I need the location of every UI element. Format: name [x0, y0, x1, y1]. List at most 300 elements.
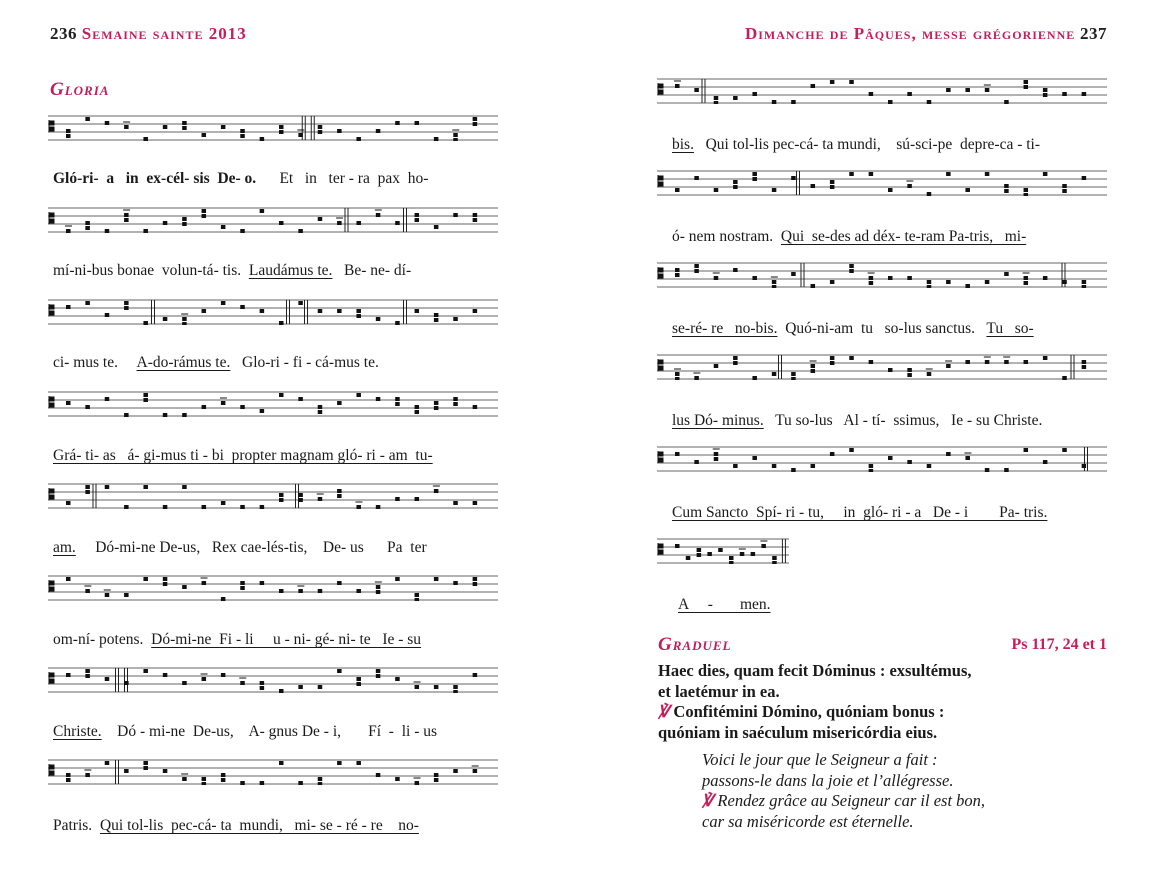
neume: [907, 276, 912, 280]
text-line: passons-le dans la joie et l’allégresse.: [702, 770, 954, 790]
neume: [1062, 376, 1067, 380]
neume: [1004, 100, 1009, 104]
lyric-segment: Dó - mi-ne De-us, A- gnus De - i, Fí - li - us: [101, 723, 438, 740]
neume: [85, 301, 90, 305]
neume: [791, 272, 796, 276]
lyric-segment: Patris.: [53, 817, 100, 834]
lyric-line: [53, 262, 498, 280]
neume: [240, 581, 245, 590]
neume: [318, 777, 323, 785]
neume: [279, 761, 284, 765]
psalm-reference: Ps 117, 24 et 1: [1011, 636, 1107, 653]
lyric-segment: Glo-ri - fi - cá-mus te.: [230, 354, 379, 371]
neume: [202, 309, 207, 313]
text-line: ℣ Confitémini Dómino, quóniam bonus :: [658, 702, 945, 721]
neume: [675, 268, 680, 277]
neume: [240, 781, 245, 785]
neume: [240, 505, 245, 509]
running-title: Dimanche de Pâques, messe grégorienne: [744, 24, 1076, 43]
neume: [1082, 92, 1087, 96]
chant-staff: [48, 667, 498, 693]
neume: [395, 221, 400, 225]
neume: [946, 452, 951, 456]
neume: [926, 369, 933, 376]
neume: [260, 409, 265, 413]
neume: [888, 188, 893, 192]
c-clef-icon: [49, 488, 54, 500]
neume: [143, 321, 148, 325]
neume: [202, 133, 207, 137]
neume: [260, 505, 265, 509]
lyric-segment: Gló-ri- a in ex-cél- sis De- o.: [53, 170, 257, 187]
neume: [946, 172, 951, 176]
neume: [356, 761, 361, 765]
c-clef-icon: [658, 543, 663, 555]
neume: [337, 309, 342, 313]
neume: [791, 100, 796, 104]
neume: [714, 96, 719, 104]
neume: [124, 593, 129, 597]
neume: [298, 493, 303, 502]
neume: [202, 405, 207, 409]
lyric-segment: Qui se-des ad déx- te-ram Pa-tris, mi-: [780, 228, 1027, 245]
text-line: ℣ Rendez grâce au Seigneur car il est bon,: [702, 791, 986, 810]
neume: [473, 673, 478, 677]
neume: [830, 180, 835, 189]
c-clef-icon: [49, 212, 54, 224]
neume: [733, 180, 738, 189]
neume: [849, 448, 854, 452]
neume: [240, 405, 245, 409]
neume: [965, 284, 970, 288]
neume: [888, 276, 893, 280]
chant-staff: [48, 483, 498, 509]
neume: [686, 556, 691, 560]
neume: [240, 229, 245, 233]
c-clef-icon: [658, 267, 663, 279]
neume: [66, 401, 71, 405]
neume: [182, 585, 187, 589]
neume: [434, 401, 439, 410]
neume: [1062, 184, 1067, 193]
neume: [202, 505, 207, 509]
lyric-line: [672, 412, 1107, 430]
neume: [965, 88, 970, 92]
versicle-icon: ℣: [702, 791, 714, 810]
lyric-segment: Qui tol-lis pec-cá- ta mundi, mi- se - ré - re no-: [99, 817, 419, 834]
neume: [1043, 172, 1048, 176]
neume: [202, 777, 207, 785]
neume: [376, 669, 381, 678]
neume: [907, 368, 912, 377]
c-clef-icon: [658, 451, 663, 463]
neume: [473, 117, 478, 126]
neume: [356, 309, 361, 318]
neume: [85, 405, 90, 409]
neume: [869, 92, 874, 96]
lyric-segment: se-ré- re no-bis.: [672, 320, 778, 337]
lyric-segment: Be- ne- dí-: [332, 262, 412, 279]
neume: [105, 761, 110, 765]
neume: [927, 464, 932, 468]
neume: [356, 589, 361, 593]
neume: [66, 577, 71, 581]
neume: [298, 781, 303, 785]
text-line: car sa miséricorde est éternelle.: [702, 811, 914, 831]
neume: [1082, 176, 1087, 180]
chant-staff: [48, 391, 498, 417]
neume: [395, 577, 400, 581]
page-number: 237: [1080, 24, 1107, 43]
chant-staff: [48, 115, 498, 141]
neume: [733, 268, 738, 272]
neume: [163, 413, 168, 417]
neume: [298, 229, 303, 233]
neume: [298, 301, 303, 305]
neume: [260, 681, 265, 690]
neume: [318, 685, 323, 689]
neume: [811, 84, 816, 88]
neume: [791, 372, 796, 380]
page-header-left: [50, 24, 247, 44]
lyric-segment: Laudámus te.: [248, 262, 333, 279]
lyric-segment: Christe.: [53, 723, 102, 740]
neume: [104, 590, 111, 597]
neume: [453, 501, 458, 505]
neume: [1024, 360, 1029, 364]
neume: [772, 100, 777, 104]
neume: [337, 129, 342, 133]
neume: [124, 505, 129, 509]
neume: [105, 397, 110, 401]
section-title-graduel: Graduel: [658, 634, 732, 655]
neume: [395, 777, 400, 781]
text-line: quóniam in saéculum misericórdia eius.: [658, 722, 938, 742]
lyric-line: [53, 631, 498, 649]
neume: [927, 192, 932, 196]
neume: [279, 493, 284, 502]
lyric-segment: ci- mus te.: [53, 354, 137, 371]
lyric-segment: Dó-mi-ne De-us, Rex cae-lés-tis, De- us Pa ter: [75, 539, 427, 556]
neume: [318, 309, 323, 313]
neume: [124, 769, 129, 773]
neume: [105, 121, 110, 125]
neume: [1004, 468, 1009, 472]
lyric-segment: A - men.: [678, 596, 771, 613]
neume: [163, 317, 168, 321]
neume: [434, 225, 439, 229]
neume: [123, 122, 130, 129]
neume: [66, 773, 71, 782]
neume: [163, 505, 168, 509]
neume: [473, 213, 478, 222]
neume: [415, 405, 420, 414]
lyric-segment: lus Dó- minus.: [672, 412, 764, 429]
neume: [675, 544, 680, 548]
neume: [453, 769, 458, 773]
graduel-latin-text: [658, 661, 971, 743]
neume: [395, 397, 400, 406]
chant-staff: [657, 538, 789, 564]
neume: [811, 464, 816, 468]
neume: [143, 229, 148, 233]
neume: [772, 464, 777, 468]
lyric-line: [672, 320, 1107, 338]
neume: [1024, 188, 1029, 196]
text-line: et laetémur in ea.: [658, 681, 780, 701]
neume: [85, 669, 90, 678]
neume: [453, 317, 458, 321]
neume: [927, 100, 932, 104]
neume: [434, 313, 439, 322]
neume: [964, 453, 971, 460]
lyric-segment: A-do-rámus te.: [136, 354, 231, 371]
neume: [376, 397, 381, 401]
chant-staff: [657, 354, 1107, 380]
neume: [985, 280, 990, 284]
chant-staff: [657, 262, 1107, 288]
neume: [337, 401, 342, 405]
neume: [434, 773, 439, 782]
neume: [1043, 88, 1048, 97]
neume: [694, 88, 699, 92]
neume: [1043, 460, 1048, 464]
neume: [337, 761, 342, 765]
neume: [434, 137, 439, 141]
lyric-line: [53, 170, 498, 188]
neume: [830, 356, 835, 365]
neume: [260, 137, 265, 141]
neume: [946, 280, 951, 284]
neume: [830, 280, 835, 284]
neume: [124, 413, 129, 417]
neume: [729, 556, 734, 564]
neume: [395, 321, 400, 325]
c-clef-icon: [49, 764, 54, 776]
neume: [733, 96, 738, 100]
neume: [1062, 280, 1067, 284]
lyric-segment: Tu so-lus Al - tí- ssimus, Ie - su Christe.: [763, 412, 1043, 429]
neume: [260, 209, 265, 213]
neume: [1082, 464, 1087, 468]
neume: [66, 673, 71, 677]
neume: [415, 213, 420, 222]
neume: [221, 673, 226, 677]
neume: [105, 677, 110, 681]
neume: [163, 673, 168, 677]
lyric-segment: Et in ter - ra pax ho-: [256, 170, 429, 187]
neume: [221, 773, 226, 782]
running-title: Semaine sainte 2013: [81, 24, 247, 43]
neume: [318, 125, 323, 134]
neume: [163, 769, 168, 773]
neume: [395, 121, 400, 125]
neume: [697, 548, 702, 557]
neume: [1024, 80, 1029, 89]
neume: [356, 677, 361, 686]
neume: [221, 597, 226, 601]
neume: [707, 552, 712, 556]
neume: [1043, 276, 1048, 280]
lyric-line: [53, 817, 498, 835]
lyric-segment: Tu so-: [986, 320, 1034, 337]
neume: [414, 682, 421, 689]
neume: [181, 774, 188, 781]
chant-staff: [48, 207, 498, 233]
neume: [143, 761, 148, 770]
neume: [66, 305, 71, 309]
neume: [240, 305, 245, 309]
neume: [105, 229, 110, 233]
lyric-segment: Qui tol-lis pec-cá- ta mundi, sú-sci-pe depre-ca - ti-: [693, 136, 1041, 153]
neume: [318, 405, 323, 414]
chant-staff: [48, 575, 498, 601]
neume: [869, 360, 874, 364]
neume: [472, 766, 479, 773]
section-title-gloria: Gloria: [50, 79, 110, 100]
neume: [318, 217, 323, 221]
neume: [985, 468, 990, 472]
neume: [415, 497, 420, 501]
neume: [694, 264, 699, 273]
neume: [985, 172, 990, 176]
neume: [337, 581, 342, 585]
neume: [220, 398, 227, 405]
neume: [279, 221, 284, 225]
neume: [395, 497, 400, 501]
neume: [85, 117, 90, 121]
neume: [772, 372, 777, 376]
neume: [984, 85, 991, 92]
neume: [182, 121, 187, 130]
neume: [318, 589, 323, 593]
neume: [66, 129, 71, 138]
neume: [240, 129, 245, 138]
neume: [182, 485, 187, 489]
neume: [752, 276, 757, 280]
neume: [473, 501, 478, 505]
neume: [279, 321, 284, 325]
neume: [279, 689, 284, 693]
neume: [415, 593, 420, 601]
neume: [1043, 356, 1048, 360]
neume: [811, 184, 816, 188]
neume: [733, 464, 738, 468]
neume: [298, 397, 303, 401]
lyric-line: [672, 228, 1107, 246]
neume: [376, 773, 381, 777]
neume: [434, 685, 439, 689]
neume: [751, 552, 756, 556]
neume: [143, 669, 148, 673]
neume: [1082, 360, 1087, 369]
neume: [1082, 280, 1087, 288]
chant-staff: [48, 299, 498, 325]
neume: [163, 125, 168, 129]
neume: [849, 172, 854, 176]
lyric-segment: bis.: [672, 136, 694, 153]
neume: [453, 581, 458, 585]
neume: [124, 681, 129, 685]
neume: [718, 548, 723, 552]
neume: [221, 225, 226, 229]
neume: [946, 88, 951, 92]
neume: [965, 188, 970, 192]
lyric-segment: Quó-ni-am tu so-lus sanctus.: [777, 320, 987, 337]
neume: [105, 313, 110, 317]
lyric-segment: om-ní- potens.: [53, 631, 152, 648]
lyric-segment: am.: [53, 539, 76, 556]
neume: [907, 92, 912, 96]
lyric-segment: Grá- ti- as á- gi-mus ti - bi propter magnam gló- ri - am tu-: [53, 447, 433, 464]
lyric-line: [53, 539, 498, 557]
neume: [356, 221, 361, 225]
lyric-line: [53, 447, 498, 465]
page-header-right: [745, 24, 1107, 44]
chant-staff: [657, 446, 1107, 472]
neume: [907, 460, 912, 464]
neume: [675, 452, 680, 456]
neume: [376, 129, 381, 133]
text-line: Voici le jour que le Seigneur a fait :: [702, 750, 938, 769]
neume: [279, 589, 284, 593]
lyric-line: [672, 136, 1107, 154]
neume: [714, 188, 719, 192]
neume: [66, 501, 71, 505]
c-clef-icon: [49, 672, 54, 684]
neume: [182, 217, 187, 226]
neume: [752, 456, 757, 460]
neume: [201, 674, 208, 681]
neume: [453, 397, 458, 406]
neume: [714, 364, 719, 368]
neume: [202, 209, 207, 218]
neume: [221, 501, 226, 505]
neume: [1004, 272, 1009, 276]
neume: [453, 685, 458, 693]
neume: [675, 188, 680, 192]
lyric-segment: mí-ni-bus bonae volun-tá- tis.: [53, 262, 249, 279]
c-clef-icon: [49, 580, 54, 592]
c-clef-icon: [658, 359, 663, 371]
neume: [791, 468, 796, 472]
neume: [811, 284, 816, 288]
chant-staff: [657, 78, 1107, 104]
neume: [143, 577, 148, 581]
text-line: Haec dies, quam fecit Dóminus : exsultémus,: [658, 661, 972, 680]
page-number: 236: [50, 24, 77, 43]
neume: [473, 405, 478, 409]
neume: [888, 456, 893, 460]
neume: [124, 301, 129, 310]
neume: [965, 360, 970, 364]
lyric-segment: Dó-mi-ne Fi - li u - ni- gé- ni- te Ie - su: [151, 631, 422, 648]
neume: [143, 137, 148, 141]
neume: [791, 176, 796, 180]
neume: [752, 172, 757, 181]
neume: [395, 677, 400, 681]
chant-staff: [48, 759, 498, 785]
graduel-french-translation: [702, 750, 985, 832]
neume: [1004, 184, 1009, 193]
neume: [849, 264, 854, 273]
neume: [279, 125, 284, 134]
neume: [182, 413, 187, 417]
lyric-line: [678, 596, 813, 614]
neume: [105, 485, 110, 489]
lyric-line: [53, 354, 498, 372]
neume: [163, 577, 168, 586]
